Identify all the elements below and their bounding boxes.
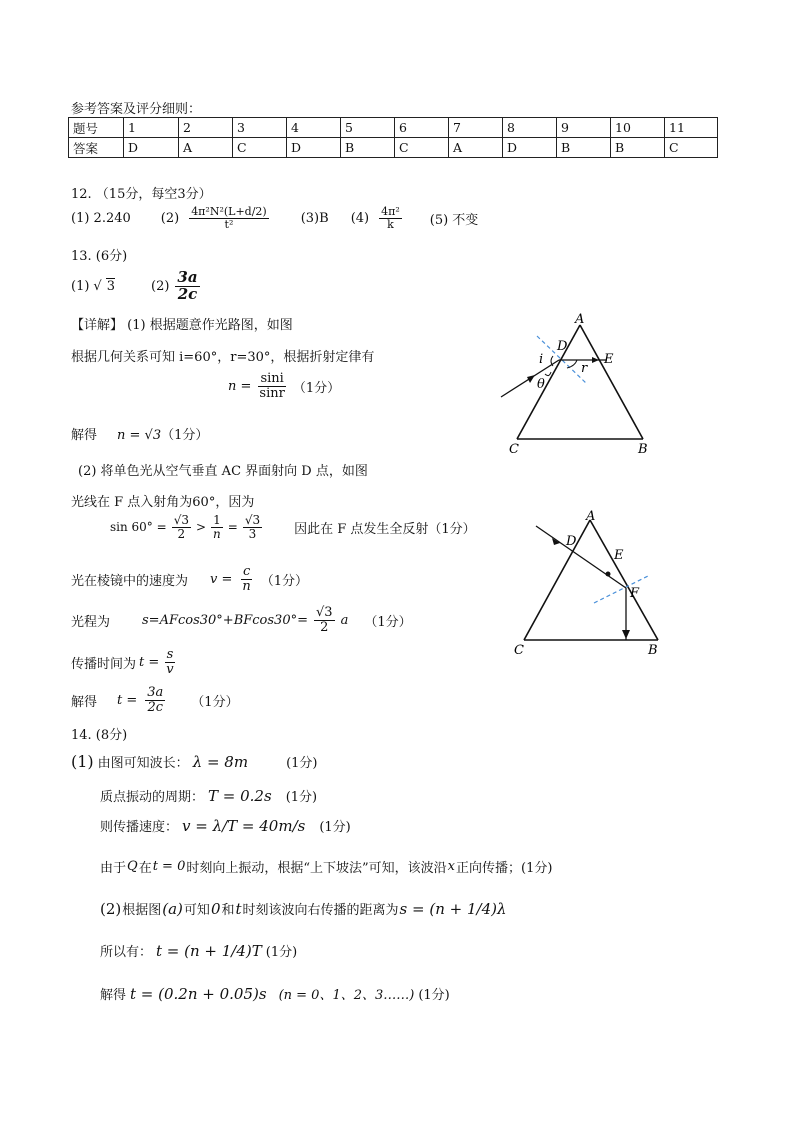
label-d: D bbox=[566, 534, 577, 549]
table-cell: 5 bbox=[341, 118, 395, 138]
tir-text: 因此在 F 点发生全反射（1分） bbox=[294, 521, 476, 537]
fraction bbox=[243, 514, 262, 540]
table-cell: D bbox=[287, 138, 341, 158]
q13-time bbox=[71, 648, 178, 676]
p2-label: (2) bbox=[100, 899, 122, 918]
q13-a2-den: 2c bbox=[177, 284, 198, 303]
table-cell: 9 bbox=[557, 118, 611, 138]
detail-intro-text: (1) 根据题意作光路图，如图 bbox=[127, 318, 293, 333]
score: (1分) bbox=[418, 988, 450, 1003]
p1-label: (1) bbox=[71, 752, 94, 771]
den: n bbox=[242, 578, 251, 594]
table-cell: 2 bbox=[179, 118, 233, 138]
p2-text: 和 bbox=[221, 903, 235, 918]
q14-title: 14. (8分) bbox=[71, 728, 128, 743]
p1-math: λ = 8m bbox=[192, 752, 249, 771]
num: √3 bbox=[244, 513, 261, 527]
fraction bbox=[172, 514, 191, 540]
table-cell: A bbox=[449, 138, 503, 158]
table-cell: B bbox=[557, 138, 611, 158]
table-cell: 答案 bbox=[69, 138, 124, 158]
sqrt-symbol: √ bbox=[93, 278, 102, 294]
score: (1分) bbox=[319, 820, 351, 835]
table-cell: C bbox=[665, 138, 718, 158]
p2-t: t bbox=[235, 899, 242, 918]
dir-text: 时刻向上振动，根据“上下坡法”可知，该波沿 bbox=[186, 861, 447, 876]
score: （1分） bbox=[260, 573, 309, 589]
q14-so bbox=[100, 941, 297, 960]
label-a: A bbox=[586, 509, 596, 524]
q13-a2-num: 3a bbox=[177, 268, 198, 286]
num: √3 bbox=[316, 605, 333, 620]
p2-text: 根据图 bbox=[122, 903, 162, 918]
arrow-icon bbox=[527, 375, 535, 383]
prism-edge-ac bbox=[517, 325, 580, 439]
q14-period bbox=[100, 786, 317, 805]
period-text: 质点振动的周期： bbox=[100, 790, 205, 805]
score: (1分) bbox=[265, 945, 298, 960]
q13-title: 13. (6分) bbox=[71, 249, 128, 264]
solve-val: n = √3 bbox=[117, 428, 162, 443]
q14-part2 bbox=[100, 899, 506, 918]
res-text: 解得 bbox=[100, 988, 127, 1003]
table-cell: 4 bbox=[287, 118, 341, 138]
q14-wavelength bbox=[71, 752, 318, 771]
q14-result bbox=[100, 984, 450, 1003]
table-cell: 11 bbox=[665, 118, 718, 138]
table-cell: B bbox=[611, 138, 665, 158]
table-cell: 8 bbox=[503, 118, 557, 138]
fraction bbox=[164, 648, 175, 676]
dir-text: 正向传播；(1分) bbox=[456, 861, 553, 876]
ineq-lhs: sin 60° = bbox=[110, 520, 167, 535]
res-cond: (n = 0、1、2、3……) bbox=[278, 988, 415, 1003]
q12-a1: (1) 2.240 bbox=[71, 210, 131, 226]
label-b: B bbox=[648, 643, 658, 658]
speed-text: 则传播速度： bbox=[100, 820, 179, 835]
p2-zero: 0 bbox=[210, 899, 221, 918]
time-label: 传播时间为 bbox=[71, 656, 137, 672]
label-theta: θ bbox=[537, 377, 545, 392]
eq: = bbox=[227, 520, 238, 535]
solve-label: 解得 bbox=[71, 428, 98, 443]
q12-a4-num: 4π² bbox=[381, 205, 400, 218]
den: v bbox=[166, 661, 174, 677]
n-fraction bbox=[257, 372, 286, 400]
num: s bbox=[166, 647, 174, 662]
n-num: sini bbox=[260, 371, 284, 386]
q13-detail-intro bbox=[71, 314, 293, 333]
fraction bbox=[211, 514, 223, 540]
q12-a4-label: (4) bbox=[350, 210, 370, 226]
res-math: t = (0.2n + 0.05)s bbox=[130, 984, 267, 1003]
so-math: t = (n + 1/4)T bbox=[156, 941, 262, 960]
p1-text: 由图可知波长： bbox=[97, 756, 189, 771]
speed-math: v = λ/T = 40m/s bbox=[182, 816, 306, 835]
q13-geom-line: 根据几何关系可知 i=60°，r=30°，根据折射定律有 bbox=[71, 350, 375, 365]
detail-tag: 【详解】 bbox=[71, 318, 124, 333]
q13-solve1 bbox=[71, 424, 208, 443]
num: c bbox=[242, 564, 251, 579]
path-expr: s=AFcos30°+BFcos30°= bbox=[142, 612, 308, 628]
q12-a4-fraction bbox=[379, 206, 402, 230]
score: (1分) bbox=[286, 756, 318, 771]
fraction bbox=[314, 606, 335, 634]
speed-label: 光在棱镜中的速度为 bbox=[71, 573, 189, 589]
angle-theta-arc bbox=[545, 372, 551, 376]
n-den: sinr bbox=[259, 385, 285, 401]
q12-a3: (3)B bbox=[300, 210, 329, 226]
final-label: 解得 bbox=[71, 694, 98, 710]
table-cell: 10 bbox=[611, 118, 665, 138]
n-lhs: n = bbox=[228, 378, 252, 394]
prism-total-reflection-figure bbox=[510, 508, 670, 658]
den: 2 bbox=[320, 619, 329, 635]
score: （1分） bbox=[292, 380, 341, 396]
p2-text: 可知 bbox=[183, 903, 210, 918]
dir-text: 由于 bbox=[100, 861, 127, 876]
label-f: F bbox=[630, 586, 640, 601]
dir-x: x bbox=[447, 859, 455, 874]
score: （1分） bbox=[191, 694, 239, 710]
label-c: C bbox=[514, 643, 524, 658]
table-cell: D bbox=[503, 138, 557, 158]
den: 2 bbox=[177, 526, 186, 541]
dir-t0: t = 0 bbox=[152, 859, 186, 874]
score: (1分) bbox=[285, 790, 318, 805]
den: 3 bbox=[248, 526, 257, 541]
arrow-icon bbox=[622, 630, 630, 639]
so-text: 所以有： bbox=[100, 945, 153, 960]
table-row bbox=[69, 138, 718, 158]
q12-a2-fraction bbox=[189, 206, 269, 230]
prism-edge-ab bbox=[580, 325, 643, 439]
table-cell: C bbox=[395, 138, 449, 158]
q13-final bbox=[71, 686, 239, 714]
time-lhs: t = bbox=[139, 654, 160, 670]
table-cell: 题号 bbox=[69, 118, 124, 138]
table-cell: 3 bbox=[233, 118, 287, 138]
label-e: E bbox=[614, 548, 624, 563]
label-e: E bbox=[604, 352, 614, 367]
label-r: r bbox=[581, 361, 588, 376]
table-row bbox=[69, 118, 718, 138]
answer-header: 参考答案及评分细则： bbox=[71, 102, 202, 117]
path-label: 光程为 bbox=[71, 614, 111, 630]
table-cell: B bbox=[341, 138, 395, 158]
period-math: T = 0.2s bbox=[208, 786, 272, 805]
q13-part2-intro: (2) 将单色光从空气垂直 AC 界面射向 D 点，如图 bbox=[78, 464, 368, 479]
gt: > bbox=[195, 520, 207, 535]
table-cell: A bbox=[179, 138, 233, 158]
q13-path bbox=[71, 606, 412, 634]
label-b: B bbox=[638, 442, 648, 457]
num: √3 bbox=[173, 513, 189, 527]
p2-text: 时刻该波向右传播的距离为 bbox=[242, 903, 399, 918]
q12-a5: (5) 不变 bbox=[429, 212, 479, 228]
path-var: a bbox=[340, 612, 349, 628]
table-cell: C bbox=[233, 138, 287, 158]
q12-answers bbox=[71, 206, 478, 230]
den: 2c bbox=[147, 699, 164, 715]
score: （1分） bbox=[364, 614, 412, 630]
q12-a2-den: t² bbox=[224, 217, 234, 231]
p2-a: (a) bbox=[162, 899, 183, 918]
q12-a4-den: k bbox=[387, 217, 394, 231]
q12-a2-num: 4π²N²(L+d/2) bbox=[191, 205, 267, 218]
label-c: C bbox=[509, 442, 519, 457]
q12-a2-label: (2) bbox=[160, 210, 180, 226]
q13-a1-val: 3 bbox=[106, 279, 115, 295]
dir-q: Q bbox=[127, 859, 138, 874]
normal-line bbox=[594, 576, 648, 603]
label-a: A bbox=[575, 312, 585, 327]
q13-refraction-eq bbox=[228, 372, 340, 400]
q12-title: 12. （15分，每空3分） bbox=[71, 187, 212, 202]
table-cell: 1 bbox=[124, 118, 179, 138]
num: 3a bbox=[147, 685, 164, 700]
table-cell: D bbox=[124, 138, 179, 158]
den: n bbox=[213, 526, 221, 541]
answer-table bbox=[68, 117, 718, 158]
q13-speed bbox=[71, 565, 308, 593]
speed-lhs: v = bbox=[210, 571, 233, 587]
prism-edge-ab bbox=[590, 520, 658, 640]
label-i: i bbox=[539, 352, 544, 367]
dir-text: 在 bbox=[138, 861, 152, 876]
table-cell: 7 bbox=[449, 118, 503, 138]
q13-a1-label: (1) bbox=[71, 278, 90, 294]
label-d: D bbox=[557, 339, 568, 354]
final-lhs: t = bbox=[117, 692, 138, 708]
fraction bbox=[145, 686, 165, 714]
num: 1 bbox=[213, 513, 221, 527]
point-e bbox=[606, 572, 611, 577]
fraction bbox=[240, 565, 252, 593]
q14-speed bbox=[100, 816, 351, 835]
prism-edge-ac bbox=[524, 520, 590, 640]
q14-direction bbox=[100, 857, 552, 876]
table-cell: 6 bbox=[395, 118, 449, 138]
q13-incidence-line: 光线在 F 点入射角为60°，因为 bbox=[71, 495, 255, 510]
q13-answers bbox=[71, 270, 202, 303]
q13-inequality bbox=[110, 514, 476, 540]
prism-refraction-figure bbox=[495, 312, 665, 462]
q13-a2-label: (2) bbox=[151, 278, 170, 294]
score: （1分） bbox=[161, 428, 209, 443]
q13-a2-fraction bbox=[175, 270, 199, 303]
p2-math: s = (n + 1/4)λ bbox=[399, 899, 507, 918]
